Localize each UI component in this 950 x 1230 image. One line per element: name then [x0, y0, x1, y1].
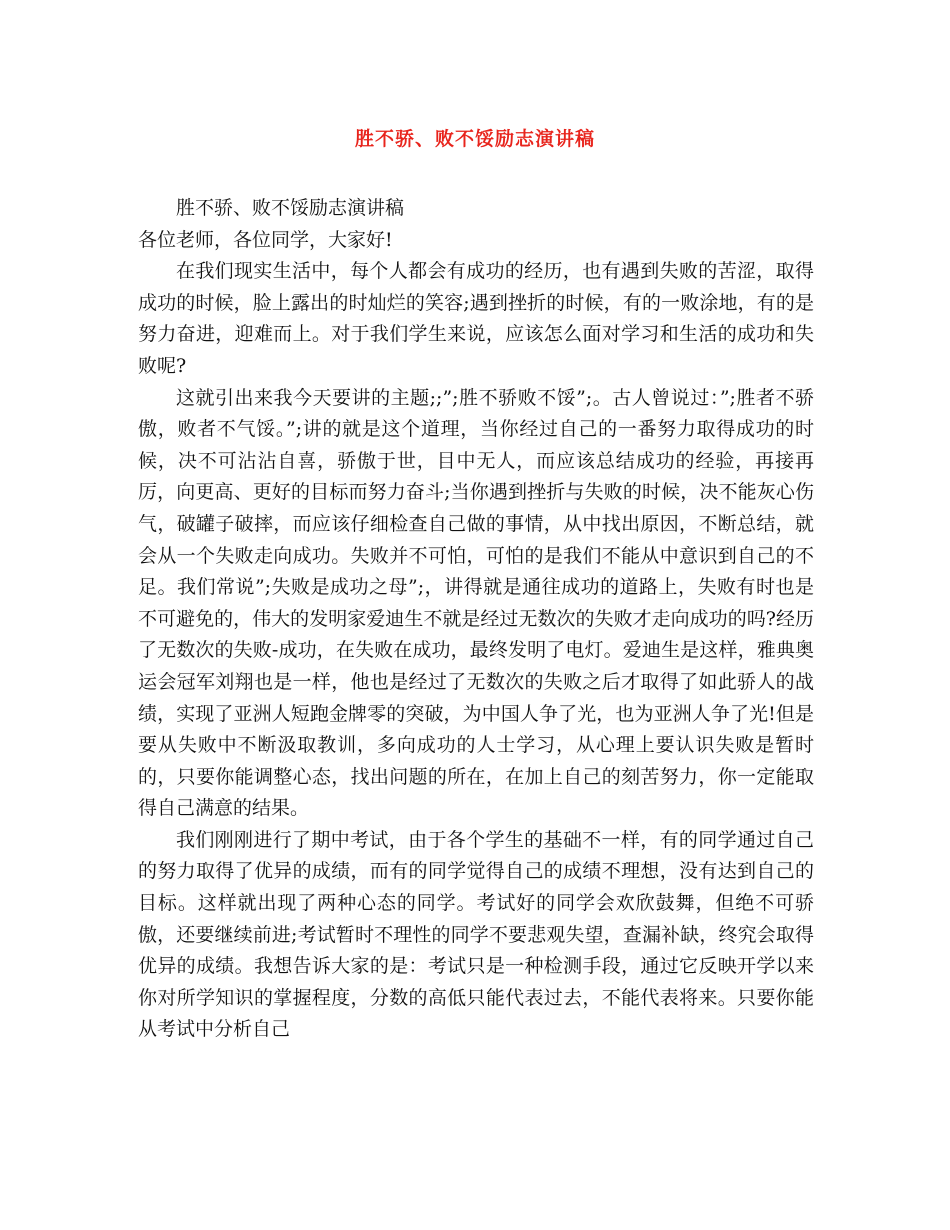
paragraph-exam: 我们刚刚进行了期中考试，由于各个学生的基础不一样，有的同学通过自己的努力取得了优异的成绩，而有的同学觉得自己的成绩不理想，没有达到自己的目标。这样就出现了两种心态的同学。考试好的同学会欢欣鼓舞，但绝不可骄傲，还要继续前进;考试暂时不理性的同学不要悲观失望，查漏补缺，终究会取得优异的成绩。我想告诉大家的是：考试只是一种检测手段，通过它反映开学以来你对所学知识的掌握程度，分数的高低只能代表过去，不能代表将来。只要你能从考试中分析自己 [138, 828, 814, 1041]
document-body [138, 193, 814, 1046]
paragraph-heading: 胜不骄、败不馁励志演讲稿 [176, 197, 405, 219]
document-title: 胜不骄、败不馁励志演讲稿 [354, 128, 595, 150]
paragraph-greeting: 各位老师，各位同学，大家好! [138, 228, 393, 251]
paragraph-intro: 在我们现实生活中，每个人都会有成功的经历，也有遇到失败的苦涩，取得成功的时候，脸上露出的时灿烂的笑容;遇到挫折的时候，有的一败涂地，有的是努力奋进，迎难而上。对于我们学生来说，应该怎么面对学习和生活的成功和失败呢? [138, 260, 814, 377]
paragraph-theme: 这就引出来我今天要讲的主题;;”;胜不骄败不馁”;。古人曾说过：”;胜者不骄傲，败者不气馁。”;讲的就是这个道理，当你经过自己的一番努力取得成功的时候，决不可沾沾自喜，骄傲于世，目中无人，而应该总结成功的经验，再接再厉，向更高、更好的目标而努力奋斗;当你遇到挫折与失败的时候，决不能灰心伤气，破罐子破摔，而应该仔细检查自己做的事情，从中找出原因，不断总结，就会从一个失败走向成功。失败并不可怕，可怕的是我们不能从中意识到自己的不足。我们常说”;失败是成功之母”;，讲得就是通往成功的道路上，失败有时也是不可避免的，伟大的发明家爱迪生不就是经过无数次的失败才走向成功的吗?经历了无数次的失败-成功，在失败在成功，最终发明了电灯。爱迪生是这样，雅典奥运会冠军刘翔也是一样，他也是经过了无数次的失败之后才取得了如此骄人的战绩，实现了亚洲人短跑金牌零的突破，为中国人争了光，也为亚洲人争了光!但是要从失败中不断汲取教训，多向成功的人士学习，从心理上要认识失败是暂时的，只要你能调整心态，找出问题的所在，在加上自己的刻苦努力，你一定能取得自己满意的结果。 [138, 386, 814, 820]
